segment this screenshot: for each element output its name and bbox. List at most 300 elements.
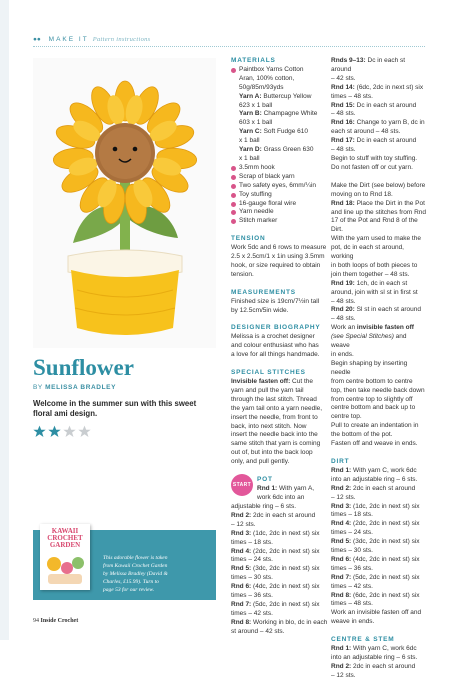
pot-round bbox=[331, 155, 427, 164]
line-text: adjustable ring – 6 sts. bbox=[231, 502, 297, 510]
page-edge bbox=[0, 0, 9, 640]
dirt-round bbox=[331, 618, 427, 627]
line-text: Fasten off and weave in ends. bbox=[331, 440, 418, 448]
pot-round bbox=[231, 503, 331, 512]
materials-item bbox=[231, 110, 331, 119]
materials-item bbox=[231, 191, 331, 200]
line-text: only, and pull gently. bbox=[231, 458, 290, 466]
designer-name: MELISSA BRADLEY bbox=[45, 384, 117, 391]
materials-item bbox=[231, 93, 331, 102]
pattern-intro: Welcome in the summer sun with this sweet floral ami design. bbox=[33, 399, 197, 418]
measurements-line: Finished size is 19cm/7½in tall bbox=[231, 297, 320, 305]
section-label: MAKE IT bbox=[48, 36, 89, 43]
dirt-round bbox=[331, 538, 427, 547]
line-text: (1dc, 2dc in next st) six bbox=[251, 529, 320, 537]
pot-heading: POT bbox=[257, 476, 273, 484]
line-label: Rnd 5: bbox=[331, 538, 352, 546]
line-text: (4dc, 2dc in next st) six bbox=[351, 555, 420, 563]
dirt-round bbox=[331, 511, 427, 520]
book-cover-art bbox=[40, 524, 90, 590]
materials-item bbox=[231, 128, 331, 137]
line-text: With the yarn used to make the bbox=[331, 235, 421, 243]
line-text: Do not fasten off or cut yarn. bbox=[331, 163, 413, 171]
materials-item bbox=[231, 164, 331, 173]
line-label: Rnd 6: bbox=[231, 583, 252, 591]
bullet-dot-icon bbox=[231, 166, 236, 171]
instructions-column-1 bbox=[231, 57, 331, 637]
line-label: Rnds 9–13: bbox=[331, 57, 366, 64]
pot-round bbox=[331, 324, 427, 333]
material-text: x 1 ball bbox=[239, 154, 260, 162]
pot-round bbox=[231, 512, 331, 521]
line-text: around, join with sl st in first st bbox=[331, 288, 418, 296]
centre-stem-instructions bbox=[331, 645, 427, 681]
dirt-round bbox=[331, 556, 427, 565]
line-italic: (see Special Stitches) bbox=[331, 333, 394, 341]
materials-item bbox=[231, 66, 331, 75]
pot-round bbox=[331, 235, 427, 244]
measurements-heading: MEASUREMENTS bbox=[231, 288, 296, 296]
line-text: With yarn C, work 6dc bbox=[351, 466, 417, 474]
materials-item bbox=[231, 137, 331, 146]
line-text: same stitch that yarn is coming bbox=[231, 440, 321, 448]
line-label: Rnd 2: bbox=[331, 484, 352, 492]
pot-round bbox=[231, 619, 331, 628]
pot-round bbox=[231, 574, 331, 583]
line-text: join them together – 48 sts. bbox=[331, 270, 410, 278]
line-text: 2dc in each st around bbox=[251, 511, 316, 519]
material-text: Champagne White bbox=[261, 110, 318, 118]
instructions-column-2 bbox=[331, 57, 427, 681]
materials-item bbox=[231, 182, 331, 191]
materials-item bbox=[231, 208, 331, 217]
line-label: Rnd 18: bbox=[331, 199, 355, 207]
material-text: Grass Green 630 bbox=[261, 146, 314, 154]
line-text: Pull to create an indentation in bbox=[331, 422, 419, 430]
bullet-dot-icon bbox=[231, 219, 236, 224]
line-text: and weave bbox=[331, 333, 407, 350]
book-promo-line: Charles, £15.99). Turn to bbox=[103, 579, 159, 585]
line-text: 2dc in each st around bbox=[351, 662, 416, 670]
pot-round bbox=[331, 191, 427, 200]
line-text: yarn and pull the yarn tail bbox=[231, 386, 304, 394]
line-text: Work an invisible fasten off and bbox=[331, 609, 422, 617]
pot-round bbox=[331, 306, 427, 315]
tension-text bbox=[231, 244, 331, 280]
book-cover-title: KAWAII CROCHET bbox=[47, 527, 83, 542]
line-text: Work an bbox=[331, 324, 357, 332]
line-text: times – 18 sts. bbox=[331, 511, 373, 519]
material-text: 16-gauge floral wire bbox=[239, 199, 297, 207]
line-text: out of, but into the back loop bbox=[231, 449, 313, 457]
bullet-dot-icon bbox=[231, 175, 236, 180]
material-text: 50g/85m/93yds bbox=[239, 83, 284, 91]
centre-stem-heading: CENTRE & STEM bbox=[331, 636, 395, 644]
pot-continued bbox=[331, 57, 427, 173]
bullet-dot-icon bbox=[231, 184, 236, 189]
bullet-dot-icon bbox=[231, 68, 236, 73]
line-label: Rnd 2: bbox=[231, 511, 252, 519]
materials-item bbox=[231, 217, 331, 226]
line-text: – 48 sts. bbox=[331, 110, 356, 118]
material-text: Scrap of black yarn bbox=[239, 172, 295, 180]
line-text: into an adjustable ring – 6 sts. bbox=[331, 475, 418, 483]
material-label: Yarn B: bbox=[239, 110, 262, 118]
sunflower-photo bbox=[33, 58, 216, 348]
materials-item bbox=[231, 155, 331, 164]
start-badge: START bbox=[231, 474, 253, 496]
line-text: centre top. bbox=[331, 413, 362, 421]
line-text: times – 42 sts. bbox=[231, 609, 273, 617]
tension-line: 2.5 x 2.5cm/1 x 1in using 3.5mm bbox=[231, 253, 325, 261]
line-text: With yarn C, work 6dc bbox=[351, 645, 417, 653]
line-text: Change to yarn B, dc in bbox=[354, 119, 425, 127]
designer-bio-text bbox=[231, 333, 331, 360]
line-text: st around – 42 sts. bbox=[231, 627, 285, 635]
line-text: (5dc, 2dc in next st) six bbox=[351, 573, 420, 581]
pot-round bbox=[331, 119, 427, 128]
line-text: pot, dc in each st around, working bbox=[331, 244, 404, 261]
book-promo-line: from Kawaii Crochet Garden bbox=[103, 563, 168, 569]
line-text: Sl st in each st around bbox=[354, 306, 421, 314]
pot-round bbox=[231, 548, 331, 557]
dirt-round bbox=[331, 494, 427, 503]
book-cover bbox=[40, 524, 90, 590]
line-text: through the last stitch. Thread bbox=[231, 395, 317, 403]
line-text: times – 36 sts. bbox=[331, 564, 373, 572]
line-text: weave in ends. bbox=[331, 618, 375, 626]
dirt-round bbox=[331, 467, 427, 476]
line-text: (3dc, 2dc in next st) six bbox=[251, 565, 320, 573]
material-text: Soft Fudge 610 bbox=[261, 128, 309, 136]
pot-round bbox=[331, 396, 427, 405]
line-label: Rnd 2: bbox=[331, 662, 352, 670]
header-divider bbox=[33, 46, 425, 47]
line-text: in both loops of both pieces to bbox=[331, 261, 418, 269]
bullet-dot-icon bbox=[231, 210, 236, 215]
bullet-dot-icon bbox=[231, 193, 236, 198]
material-text: Buttercup Yellow bbox=[261, 92, 312, 100]
pattern-title: Sunflower bbox=[33, 355, 134, 380]
pot-round bbox=[331, 315, 427, 324]
material-text: Two safety eyes, 6mm/¼in bbox=[239, 181, 316, 189]
pot-round bbox=[331, 102, 427, 111]
tension-line: hook, or size required to obtain bbox=[231, 261, 321, 269]
line-label: Rnd 1: bbox=[331, 645, 352, 653]
line-label: Rnd 4: bbox=[331, 520, 352, 528]
special-stitch-line bbox=[231, 431, 331, 440]
pot-instructions bbox=[231, 494, 331, 637]
dirt-round bbox=[331, 574, 427, 583]
pot-finishing bbox=[331, 182, 427, 449]
pot-round bbox=[331, 298, 427, 307]
material-text: x 1 ball bbox=[239, 137, 260, 145]
dirt-round bbox=[331, 485, 427, 494]
line-text: – 12 sts. bbox=[231, 520, 256, 528]
designer-bio-heading: DESIGNER BIOGRAPHY bbox=[231, 324, 321, 332]
dirt-round bbox=[331, 583, 427, 592]
pot-round bbox=[331, 440, 427, 449]
material-text: Stitch marker bbox=[239, 217, 278, 225]
material-text: Aran, 100% cotton, bbox=[239, 74, 295, 82]
bio-line: and colour enthusiast who has bbox=[231, 342, 319, 350]
pot-round bbox=[231, 601, 331, 610]
line-label: Invisible fasten off: bbox=[231, 378, 291, 385]
materials-heading: MATERIALS bbox=[231, 57, 276, 64]
line-text: times – 36 sts. bbox=[231, 592, 273, 600]
pot-round bbox=[331, 271, 427, 280]
special-stitch-line bbox=[231, 378, 331, 387]
line-text: – 48 sts. bbox=[331, 297, 356, 305]
tension-heading: TENSION bbox=[231, 235, 266, 243]
line-label: Rnd 8: bbox=[331, 591, 352, 599]
line-text: and line up the stitches from Rnd bbox=[331, 208, 427, 216]
line-text: (5dc, 2dc in next st) six bbox=[251, 600, 320, 608]
dirt-heading: DIRT bbox=[331, 457, 350, 465]
line-text: centre bottom and back up to bbox=[331, 404, 416, 412]
pot-round bbox=[331, 244, 427, 262]
stem-round bbox=[331, 654, 427, 663]
pot-round bbox=[331, 422, 427, 431]
line-text: 2dc in each st around bbox=[351, 484, 416, 492]
special-stitch-line bbox=[231, 396, 331, 405]
special-stitch-line bbox=[231, 458, 331, 467]
pot-round: Rnd 1: With yarn A, bbox=[257, 485, 315, 493]
line-label: Rnd 8: bbox=[231, 618, 252, 626]
star-filled-icon bbox=[33, 425, 46, 438]
pot-round bbox=[331, 182, 427, 191]
line-text: into an adjustable ring – 6 sts. bbox=[331, 654, 418, 661]
line-label: Rnd 5: bbox=[231, 565, 252, 573]
pot-round bbox=[331, 413, 427, 422]
material-text: Paintbox Yarns Cotton bbox=[239, 65, 304, 73]
bio-line: Melissa is a crochet designer bbox=[231, 333, 315, 341]
line-text: work 6dc into an bbox=[257, 494, 305, 502]
materials-item bbox=[231, 102, 331, 111]
pot-round bbox=[331, 209, 427, 218]
line-text: Dc in each st around bbox=[331, 57, 406, 73]
material-label: Yarn C: bbox=[239, 128, 262, 136]
line-text: – 48 sts. bbox=[331, 315, 356, 323]
dirt-round bbox=[331, 520, 427, 529]
line-text: back, into next stitch. Now bbox=[231, 422, 307, 430]
line-text: times – 42 sts. bbox=[331, 582, 373, 590]
pot-round bbox=[331, 110, 427, 119]
pot-round bbox=[331, 404, 427, 413]
special-stitches-text bbox=[231, 378, 331, 467]
material-label: Yarn A: bbox=[239, 92, 262, 100]
tension-line: Work 5dc and 6 rows to measure bbox=[231, 244, 327, 252]
line-text: each st around – 48 sts. bbox=[331, 128, 401, 136]
materials-list bbox=[231, 66, 331, 226]
material-text: Toy stuffing bbox=[239, 190, 272, 198]
line-label: Rnd 3: bbox=[331, 502, 352, 510]
line-text: times – 48 sts. bbox=[331, 92, 373, 100]
dirt-round bbox=[331, 529, 427, 538]
line-text: top, then take needle back down bbox=[331, 386, 425, 394]
line-text: (6dc, 2dc in next st) six bbox=[354, 83, 424, 91]
line-text: in ends. bbox=[331, 351, 354, 358]
bullet-dot-icon bbox=[231, 202, 236, 207]
dirt-round bbox=[331, 476, 427, 485]
star-empty-icon bbox=[78, 425, 91, 438]
pot-round bbox=[331, 333, 427, 351]
pot-round bbox=[331, 146, 427, 155]
pot-round bbox=[231, 494, 331, 503]
line-text: (2dc, 2dc in next st) six bbox=[351, 520, 420, 528]
line-text: 17 of the Pot and Rnd 8 of the Dirt. bbox=[331, 217, 418, 234]
pot-round bbox=[331, 431, 427, 440]
line-label: Rnd 4: bbox=[231, 547, 252, 555]
special-stitch-line bbox=[231, 405, 331, 414]
section-subtitle: Pattern instructions bbox=[92, 36, 151, 43]
line-text: (2dc, 2dc in next st) six bbox=[251, 547, 320, 555]
pot-round bbox=[331, 378, 427, 387]
pot-round bbox=[231, 583, 331, 592]
special-stitch-line bbox=[231, 387, 331, 396]
pot-round bbox=[231, 521, 331, 530]
book-promo-line: page 53 for our review. bbox=[103, 587, 155, 593]
line-text: – 48 sts. bbox=[331, 146, 356, 154]
material-text: 623 x 1 ball bbox=[239, 101, 273, 109]
line-text: insert the needle back into the bbox=[231, 431, 318, 439]
materials-item bbox=[231, 84, 331, 93]
line-label: Rnd 7: bbox=[331, 573, 352, 581]
pot-round bbox=[231, 539, 331, 548]
page-number: 94 bbox=[33, 618, 39, 624]
pot-round bbox=[231, 530, 331, 539]
book-promo-line: This adorable flower is taken bbox=[103, 555, 168, 561]
line-text: Cut the bbox=[290, 378, 313, 385]
line-label: Rnd 17: bbox=[331, 137, 355, 145]
book-cover-subtitle: GARDEN bbox=[49, 541, 81, 549]
line-label: Rnd 1: bbox=[331, 466, 352, 474]
special-stitch-line bbox=[231, 440, 331, 449]
line-text: Make the Dirt (see below) before bbox=[331, 181, 426, 189]
line-text: (4dc, 2dc in next st) six bbox=[251, 583, 320, 591]
line-text: the yarn tail onto a yarn needle, bbox=[231, 404, 323, 412]
bio-line: a love for all things handmade. bbox=[231, 351, 320, 359]
page-footer bbox=[33, 618, 78, 624]
dirt-round bbox=[331, 547, 427, 556]
line-text: (1dc, 2dc in next st) six bbox=[351, 502, 420, 510]
material-text: 3.5mm hook bbox=[239, 163, 275, 171]
special-stitches-heading: SPECIAL STITCHES bbox=[231, 369, 306, 377]
measurements-line: by 12.5cm/5in wide. bbox=[231, 306, 289, 314]
line-text: insert the needle, from front to bbox=[231, 413, 318, 421]
material-text: Yarn needle bbox=[239, 208, 274, 216]
section-header bbox=[33, 36, 151, 43]
dirt-round bbox=[331, 503, 427, 512]
line-text: 1ch, dc in each st bbox=[354, 279, 408, 287]
special-stitch-line bbox=[231, 423, 331, 432]
pot-section-start bbox=[231, 476, 331, 494]
book-promo bbox=[33, 527, 216, 600]
stem-round bbox=[331, 672, 427, 681]
materials-item bbox=[231, 146, 331, 155]
line-text: Begin shaping by inserting needle bbox=[331, 359, 408, 376]
pot-round bbox=[231, 556, 331, 565]
line-label: Rnd 14: bbox=[331, 83, 355, 91]
sunflower-illustration bbox=[33, 58, 216, 348]
star-filled-icon bbox=[48, 425, 61, 438]
book-promo-text bbox=[103, 554, 213, 594]
line-label: Rnd 16: bbox=[331, 119, 355, 127]
dirt-instructions bbox=[331, 467, 427, 627]
pot-round bbox=[331, 164, 427, 173]
byline-prefix: BY bbox=[33, 384, 43, 391]
pot-round bbox=[231, 565, 331, 574]
materials-item bbox=[231, 119, 331, 128]
line-text: – 42 sts. bbox=[331, 74, 356, 82]
material-label: Yarn D: bbox=[239, 146, 262, 154]
pot-round bbox=[331, 75, 427, 84]
line-text: – 12 sts. bbox=[331, 671, 356, 679]
line-text: times – 30 sts. bbox=[331, 547, 373, 555]
line-text: Place the Dirt in the Pot bbox=[354, 199, 425, 207]
pot-round bbox=[331, 84, 427, 93]
pot-round bbox=[231, 610, 331, 619]
pot-round bbox=[331, 128, 427, 137]
line-text: (3dc, 2dc in next st) six bbox=[351, 538, 420, 546]
pot-round bbox=[331, 57, 427, 75]
line-label: Rnd 3: bbox=[231, 529, 252, 537]
pot-round bbox=[331, 200, 427, 209]
line-label: Rnd 20: bbox=[331, 306, 355, 314]
pot-round bbox=[331, 351, 427, 360]
pot-round bbox=[331, 360, 427, 378]
magazine-name: Inside Crochet bbox=[40, 618, 79, 624]
pot-round bbox=[231, 592, 331, 601]
measurements-text bbox=[231, 298, 331, 316]
line-text: times – 24 sts. bbox=[231, 556, 273, 564]
line-text: – 12 sts. bbox=[331, 493, 356, 501]
pot-round bbox=[331, 387, 427, 396]
pot-round bbox=[331, 137, 427, 146]
line-bold: invisible fasten off bbox=[356, 324, 414, 332]
pot-round bbox=[331, 262, 427, 271]
pot-round bbox=[231, 628, 331, 637]
dirt-round bbox=[331, 600, 427, 609]
line-text: times – 18 sts. bbox=[231, 538, 273, 546]
line-text: from centre bottom to centre bbox=[331, 377, 413, 385]
line-text: Working in blo, dc in each bbox=[251, 618, 328, 626]
line-text: moving on to Rnd 18. bbox=[331, 190, 393, 198]
material-text: 603 x 1 ball bbox=[239, 119, 273, 127]
stem-round bbox=[331, 663, 427, 672]
dirt-round bbox=[331, 609, 427, 618]
difficulty-rating bbox=[33, 425, 91, 438]
line-text: (6dc, 2dc in next st) six bbox=[351, 591, 420, 599]
special-stitch-line bbox=[231, 414, 331, 423]
line-label: Rnd 7: bbox=[231, 600, 252, 608]
line-text: times – 30 sts. bbox=[231, 574, 273, 582]
line-label: Rnd 6: bbox=[331, 555, 352, 563]
materials-item bbox=[231, 200, 331, 209]
pot-round bbox=[331, 289, 427, 298]
line-text: the bottom of the pot. bbox=[331, 431, 393, 439]
star-empty-icon bbox=[63, 425, 76, 438]
line-text: Dc in each st around bbox=[354, 137, 417, 145]
special-stitch-line bbox=[231, 449, 331, 458]
pot-round bbox=[331, 93, 427, 102]
header-dots-icon: ●● bbox=[33, 36, 43, 43]
materials-item bbox=[231, 75, 331, 84]
dirt-round bbox=[331, 592, 427, 601]
line-text: from centre top to slightly off bbox=[331, 395, 413, 403]
line-label: Rnd 15: bbox=[331, 101, 355, 109]
byline bbox=[33, 384, 116, 391]
